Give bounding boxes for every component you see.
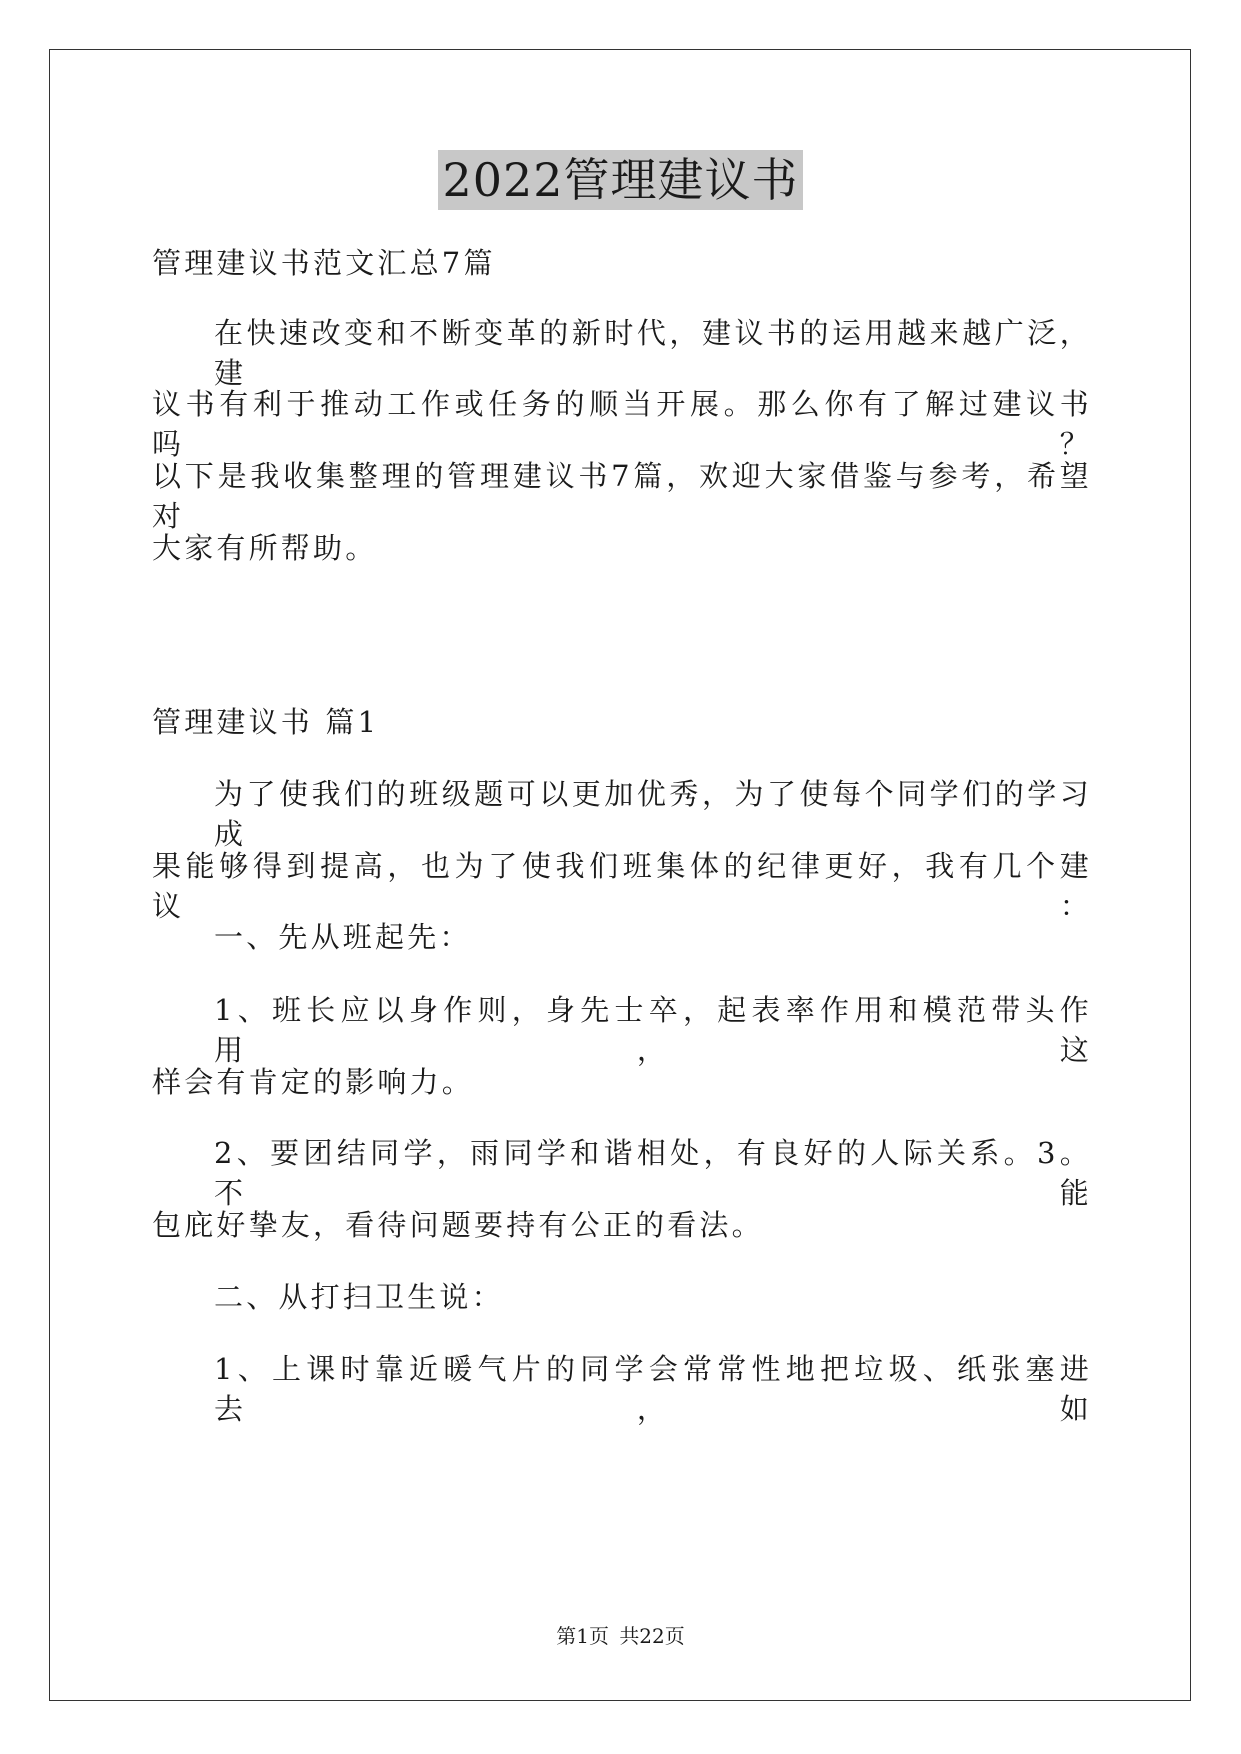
body-line-7: 包庇好挚友，看待问题要持有公正的看法。 (152, 1208, 764, 1242)
body-line-9: 1、上课时靠近暖气片的同学会常常性地把垃圾、纸张塞进去，如 (214, 1352, 1092, 1426)
intro-line-1: 在快速改变和不断变革的新时代，建议书的运用越来越广泛，建 (214, 316, 1092, 390)
document-title: 2022管理建议书 (438, 150, 802, 210)
page-number: 第1页 (556, 1624, 609, 1648)
body-line-2: 果能够得到提高，也为了使我们班集体的纪律更好，我有几个建议： (152, 849, 1092, 923)
body-line-1: 为了使我们的班级题可以更加优秀，为了使每个同学们的学习成 (214, 777, 1092, 851)
page-total: 共22页 (619, 1624, 685, 1648)
intro-line-3: 以下是我收集整理的管理建议书7篇，欢迎大家借鉴与参考，希望对 (152, 459, 1092, 533)
document-subtitle: 管理建议书范文汇总7篇 (152, 246, 496, 280)
section-heading: 管理建议书 篇1 (152, 705, 380, 739)
body-line-4: 1、班长应以身作则，身先士卒，起表率作用和模范带头作用，这 (214, 993, 1092, 1067)
body-line-8: 二、从打扫卫生说： (214, 1280, 504, 1314)
body-line-5: 样会有肯定的影响力。 (152, 1065, 475, 1099)
body-line-6: 2、要团结同学，雨同学和谐相处，有良好的人际关系。3。不能 (214, 1136, 1092, 1210)
title-container (0, 150, 1241, 210)
body-line-3: 一、先从班起先： (214, 920, 472, 954)
intro-line-2: 议书有利于推动工作或任务的顺当开展。那么你有了解过建议书吗？ (152, 387, 1092, 461)
intro-line-4: 大家有所帮助。 (152, 531, 378, 565)
page-footer (0, 1624, 1241, 1648)
